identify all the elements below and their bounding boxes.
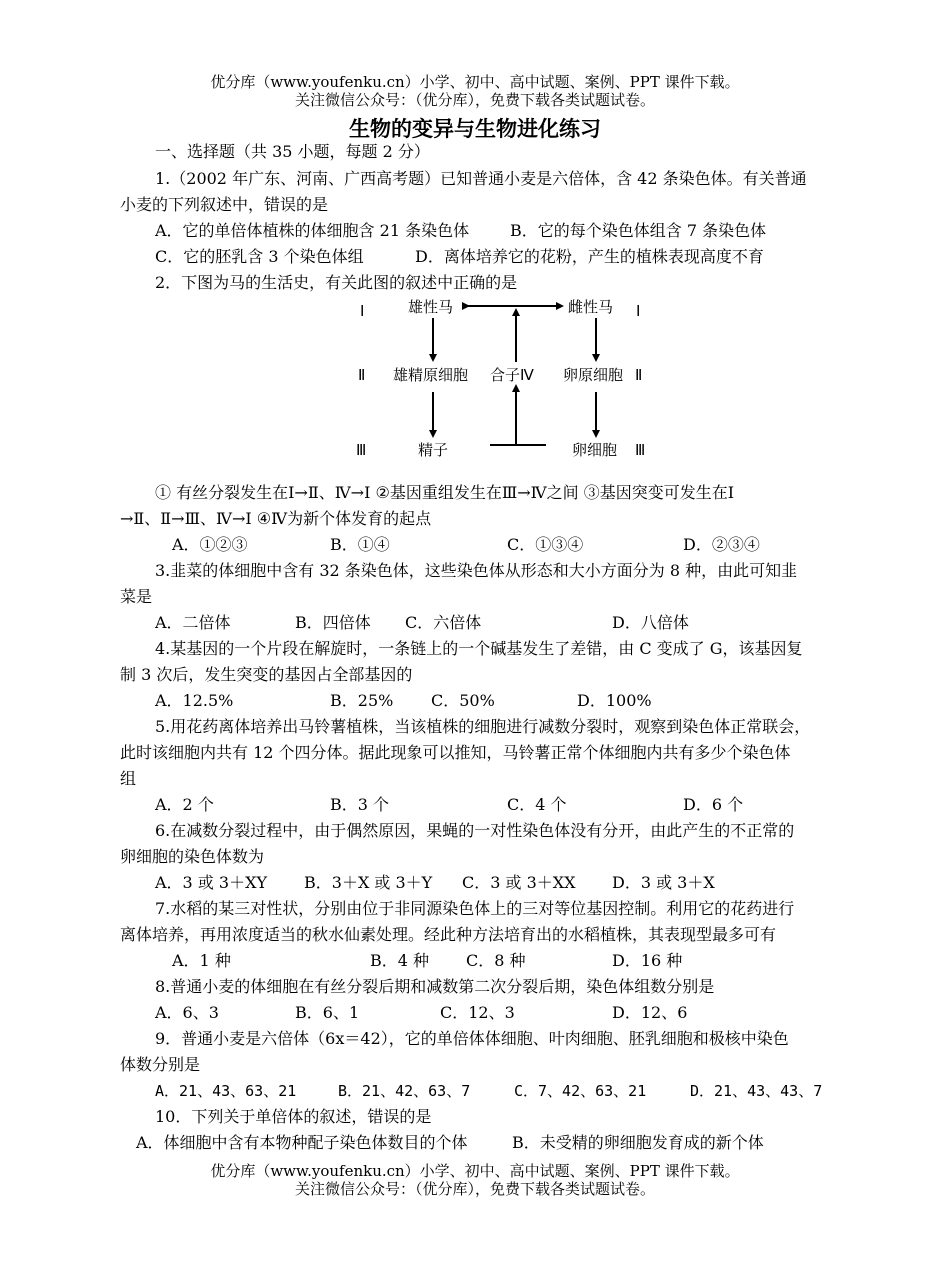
q3-stem-2: 菜是 xyxy=(120,587,153,606)
q8-option-c: C．12、3 xyxy=(440,1003,515,1022)
zygote-label: 合子Ⅳ xyxy=(490,366,534,384)
q8-stem: 8.普通小麦的体细胞在有丝分裂后期和减数第二次分裂后期，染色体组数分别是 xyxy=(155,977,715,996)
q1-option-d: D．离体培养它的花粉，产生的植株表现高度不育 xyxy=(415,247,764,266)
q7-stem-1: 7.水稻的某三对性状，分别由位于非同源染色体上的三对等位基因控制。利用它的花药进行 xyxy=(155,899,795,918)
female-horse-label: 雌性马 xyxy=(568,298,614,316)
egg-label: 卵细胞 xyxy=(572,441,618,459)
q2-statements-2: →Ⅱ、Ⅱ→Ⅲ、Ⅳ→Ⅰ ④Ⅳ为新个体发育的起点 xyxy=(120,509,432,528)
q6-option-c: C．3 或 3＋XX xyxy=(462,873,576,892)
q2-option-b: B．①④ xyxy=(330,535,390,554)
q8-option-b: B．6、1 xyxy=(295,1003,360,1022)
q2-option-c: C．①③④ xyxy=(507,535,584,554)
q9-option-b: B．21、42、63、7 xyxy=(338,1082,471,1100)
q9-option-d: D．21、43、43、7 xyxy=(690,1082,823,1100)
footer-line-1: 优分库（www.youfenku.cn）小学、初中、高中试题、案例、PPT 课件下载。 xyxy=(210,1162,740,1180)
footer-line-2: 关注微信公众号：（优分库），免费下载各类试题试卷。 xyxy=(294,1180,655,1198)
page-title: 生物的变异与生物进化练习 xyxy=(349,117,601,141)
q6-option-d: D．3 或 3＋X xyxy=(612,873,715,892)
q5-stem-1: 5.用花药离体培养出马铃薯植株，当该植株的细胞进行减数分裂时，观察到染色体正常联会， xyxy=(155,717,811,736)
q4-option-c: C．50% xyxy=(431,691,495,710)
section-heading: 一、选择题（共 35 小题，每题 2 分） xyxy=(155,142,430,161)
q9-option-c: C．7、42、63、21 xyxy=(514,1082,647,1100)
q7-option-c: C．8 种 xyxy=(466,951,526,970)
q8-option-d: D．12、6 xyxy=(612,1003,688,1022)
q9-option-a: A．21、43、63、21 xyxy=(155,1082,297,1100)
q7-option-a: A．1 种 xyxy=(172,951,231,970)
q10-option-a: A．体细胞中含有本物种配子染色体数目的个体 xyxy=(136,1133,468,1152)
q6-stem-2: 卵细胞的染色体数为 xyxy=(120,847,265,866)
q4-stem-1: 4.某基因的一个片段在解旋时，一条链上的一个碱基发生了差错，由 C 变成了 G，该基因复 xyxy=(155,639,803,658)
q5-option-a: A．2 个 xyxy=(155,795,214,814)
q9-stem-2: 体数分别是 xyxy=(120,1055,201,1074)
roman-iii-right: Ⅲ xyxy=(635,441,646,459)
horse-life-cycle-diagram xyxy=(340,288,670,468)
q2-option-d: D．②③④ xyxy=(683,535,760,554)
q5-stem-3: 组 xyxy=(120,769,137,788)
q3-option-b: B．四倍体 xyxy=(295,613,371,632)
q2-option-a: A．①②③ xyxy=(172,535,248,554)
q10-option-b: B．未受精的卵细胞发育成的新个体 xyxy=(512,1133,764,1152)
oogonium-label: 卵原细胞 xyxy=(563,366,624,384)
q1-stem-1: 1.（2002 年广东、河南、广西高考题）已知普通小麦是六倍体，含 42 条染色体。有关普通 xyxy=(155,169,807,188)
q5-option-d: D．6 个 xyxy=(683,795,744,814)
q1-stem-2: 小麦的下列叙述中，错误的是 xyxy=(120,195,329,214)
q6-option-a: A．3 或 3＋XY xyxy=(155,873,268,892)
q8-option-a: A．6、3 xyxy=(155,1003,219,1022)
q4-option-d: D．100% xyxy=(577,691,652,710)
q5-stem-2: 此时该细胞内共有 12 个四分体。据此现象可以推知，马铃薯正常个体细胞内共有多少个染色体 xyxy=(120,743,791,762)
spermatogonium-label: 雄精原细胞 xyxy=(393,366,469,384)
q1-option-b: B．它的每个染色体组含 7 条染色体 xyxy=(510,221,767,240)
q4-option-b: B．25% xyxy=(330,691,394,710)
q7-option-d: D．16 种 xyxy=(612,951,683,970)
q3-stem-1: 3.韭菜的体细胞中含有 32 条染色体，这些染色体从形态和大小方面分为 8 种，由此可知韭 xyxy=(155,561,798,580)
q6-option-b: B．3＋X 或 3＋Y xyxy=(304,873,433,892)
q6-stem-1: 6.在减数分裂过程中，由于偶然原因，果蝇的一对性染色体没有分开，由此产生的不正常的 xyxy=(155,821,795,840)
header-line-2: 关注微信公众号：（优分库），免费下载各类试题试卷。 xyxy=(294,91,655,109)
male-horse-label: 雄性马 xyxy=(408,298,454,316)
q4-stem-2: 制 3 次后，发生突变的基因占全部基因的 xyxy=(120,665,413,684)
q2-stem: 2．下图为马的生活史，有关此图的叙述中正确的是 xyxy=(155,273,518,292)
sperm-label: 精子 xyxy=(418,441,449,459)
roman-i-left: Ⅰ xyxy=(360,302,365,320)
q5-option-b: B．3 个 xyxy=(330,795,390,814)
roman-i-right: Ⅰ xyxy=(636,302,641,320)
q1-option-c: C．它的胚乳含 3 个染色体组 xyxy=(155,247,364,266)
q3-option-a: A．二倍体 xyxy=(155,613,231,632)
q7-stem-2: 离体培养，再用浓度适当的秋水仙素处理。经此种方法培育出的水稻植株，其表现型最多可有 xyxy=(120,925,777,944)
roman-ii-right: Ⅱ xyxy=(635,366,643,384)
q7-option-b: B．4 种 xyxy=(370,951,430,970)
header-line-1: 优分库（www.youfenku.cn）小学、初中、高中试题、案例、PPT 课件下载。 xyxy=(210,73,740,91)
q3-option-d: D．八倍体 xyxy=(612,613,689,632)
q2-statements-1: ① 有丝分裂发生在Ⅰ→Ⅱ、Ⅳ→Ⅰ ②基因重组发生在Ⅲ→Ⅳ之间 ③基因突变可发生在Ⅰ xyxy=(155,483,735,502)
q5-option-c: C．4 个 xyxy=(507,795,567,814)
roman-iii-left: Ⅲ xyxy=(356,441,367,459)
q1-option-a: A．它的单倍体植株的体细胞含 21 条染色体 xyxy=(155,221,470,240)
q3-option-c: C．六倍体 xyxy=(405,613,482,632)
q10-stem: 10．下列关于单倍体的叙述，错误的是 xyxy=(155,1107,432,1126)
q4-option-a: A．12.5% xyxy=(155,691,234,710)
roman-ii-left: Ⅱ xyxy=(358,366,366,384)
q9-stem-1: 9．普通小麦是六倍体（6x＝42），它的单倍体体细胞、叶肉细胞、胚乳细胞和极核中染色 xyxy=(155,1029,789,1048)
